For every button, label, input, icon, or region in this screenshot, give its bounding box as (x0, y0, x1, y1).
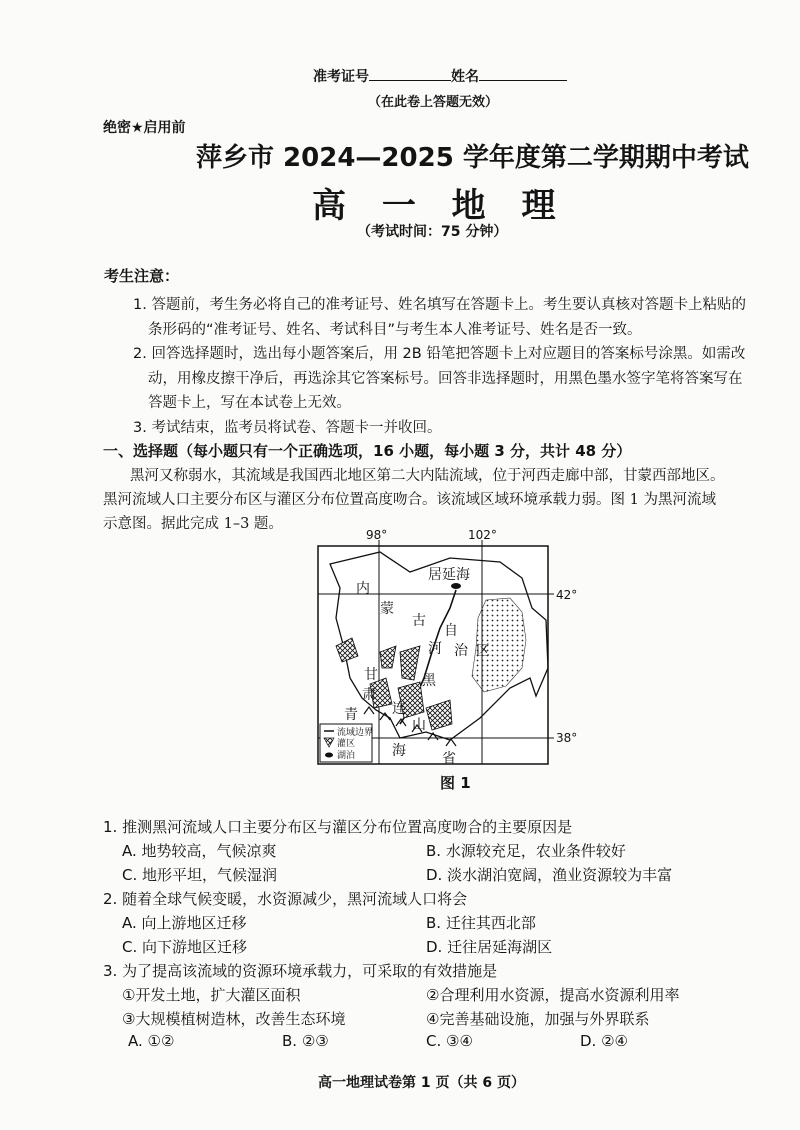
option: B. 迁往其西北部 (426, 914, 536, 932)
legend-irrigation: 灌区 (337, 739, 356, 749)
section-heading: 一、选择题（每小题只有一个正确选项，16 小题，每小题 3 分，共计 48 分） (103, 442, 632, 460)
lat-42-label: 42° (556, 588, 578, 602)
lon-102-label: 102° (468, 528, 497, 542)
option: C. ③④ (426, 1032, 473, 1050)
measure: ②合理利用水资源，提高水资源利用率 (426, 986, 680, 1004)
option: D. 迁往居延海湖区 (426, 938, 553, 956)
option: B. 水源较充足，农业条件较好 (426, 842, 626, 860)
exam-title: 萍乡市 2024—2025 学年度第二学期期中考试 (196, 143, 749, 173)
region-char: 治 (454, 643, 468, 659)
option: C. 地形平坦，气候湿润 (122, 866, 278, 884)
exam-subject: 高 一 地 理 (312, 186, 568, 226)
option: A. 地势较高，气候凉爽 (122, 842, 277, 860)
intro-line: 示意图。据此完成 1–3 题。 (103, 516, 283, 532)
figure-1 (300, 528, 600, 798)
admission-number-blank (369, 66, 451, 81)
province-char: 甘 (364, 667, 378, 683)
mountain-char: 山 (412, 717, 426, 733)
lat-38-label: 38° (556, 731, 578, 745)
region-char: 自 (444, 623, 458, 639)
river-char: 河 (428, 641, 442, 657)
region-char: 区 (476, 643, 490, 659)
legend-boundary: 流域边界 (337, 728, 374, 738)
question-2-stem: 2. 随着全球气候变暖，水资源减少，黑河流域人口将会 (103, 890, 468, 908)
intro-line: 黑河流域人口主要分布区与灌区分布位置高度吻合。该流域区域环境承载力弱。图 1 为黑河流域 (103, 492, 716, 508)
option: C. 向下游地区迁移 (122, 938, 248, 956)
option: A. ①② (128, 1032, 175, 1050)
qinghai-char: 省 (442, 751, 456, 767)
exam-time: （考试时间：75 分钟） (357, 224, 508, 240)
qinghai-char: 青 (344, 707, 358, 723)
notice-line: 动，用橡皮擦干净后，再选涂其它答案标号。回答非选择题时，用黑色墨水签字笔将答案写在 (148, 371, 743, 387)
notice-heading: 考生注意： (104, 267, 180, 285)
notice-line: 1. 答题前，考生务必将自己的准考证号、姓名填写在答题卡上。考生要认真核对答题卡上粘贴的 (133, 297, 746, 313)
question-3-stem: 3. 为了提高该流域的资源环境承载力，可采取的有效措施是 (103, 962, 498, 980)
region-char: 蒙 (380, 601, 394, 617)
notice-line: 3. 考试结束，监考员将试卷、答题卡一并收回。 (133, 420, 442, 436)
lon-98-label: 98° (366, 528, 388, 542)
province-char: 肃 (362, 687, 376, 703)
region-char: 内 (356, 581, 370, 597)
invalid-note: （在此卷上答题无效） (368, 95, 499, 110)
intro-line: 黑河又称弱水，其流域是我国西北地区第二大内陆流域，位于河西走廊中部，甘蒙西部地区。 (130, 468, 725, 484)
name-blank (479, 66, 567, 81)
legend-lake: 湖泊 (337, 751, 356, 761)
figure-caption: 图 1 (440, 774, 471, 792)
secret-mark: 绝密★启用前 (103, 120, 186, 136)
name-label: 姓名 (451, 66, 567, 86)
river-char: 黑 (422, 673, 436, 689)
admission-number-label: 准考证号 (313, 66, 451, 86)
page-footer: 高一地理试卷第 1 页（共 6 页） (318, 1075, 525, 1091)
measure: ④完善基础设施，加强与外界联系 (426, 1010, 650, 1028)
notice-line: 2. 回答选择题时，选出每小题答案后，用 2B 铅笔把答题卡上对应题目的答案标号涂黑。如需改 (133, 346, 746, 362)
measure: ③大规模植树造林，改善生态环境 (122, 1010, 346, 1028)
notice-line: 答题卡上，写在本试卷上无效。 (148, 395, 351, 411)
qinghai-char: 海 (392, 743, 406, 759)
option: D. 淡水湖泊宽阔，渔业资源较为丰富 (426, 866, 673, 884)
mountain-char: 连 (392, 701, 406, 717)
measure: ①开发土地，扩大灌区面积 (122, 986, 301, 1004)
notice-line: 条形码的“准考证号、姓名、考试科目”与考生本人准考证号、姓名是否一致。 (148, 322, 642, 338)
option: D. ②④ (580, 1032, 628, 1050)
juyanhai-label: 居延海 (428, 567, 470, 583)
region-char: 古 (412, 613, 426, 629)
question-1-stem: 1. 推测黑河流域人口主要分布区与灌区分布位置高度吻合的主要原因是 (103, 818, 573, 836)
option: B. ②③ (282, 1032, 329, 1050)
option: A. 向上游地区迁移 (122, 914, 247, 932)
